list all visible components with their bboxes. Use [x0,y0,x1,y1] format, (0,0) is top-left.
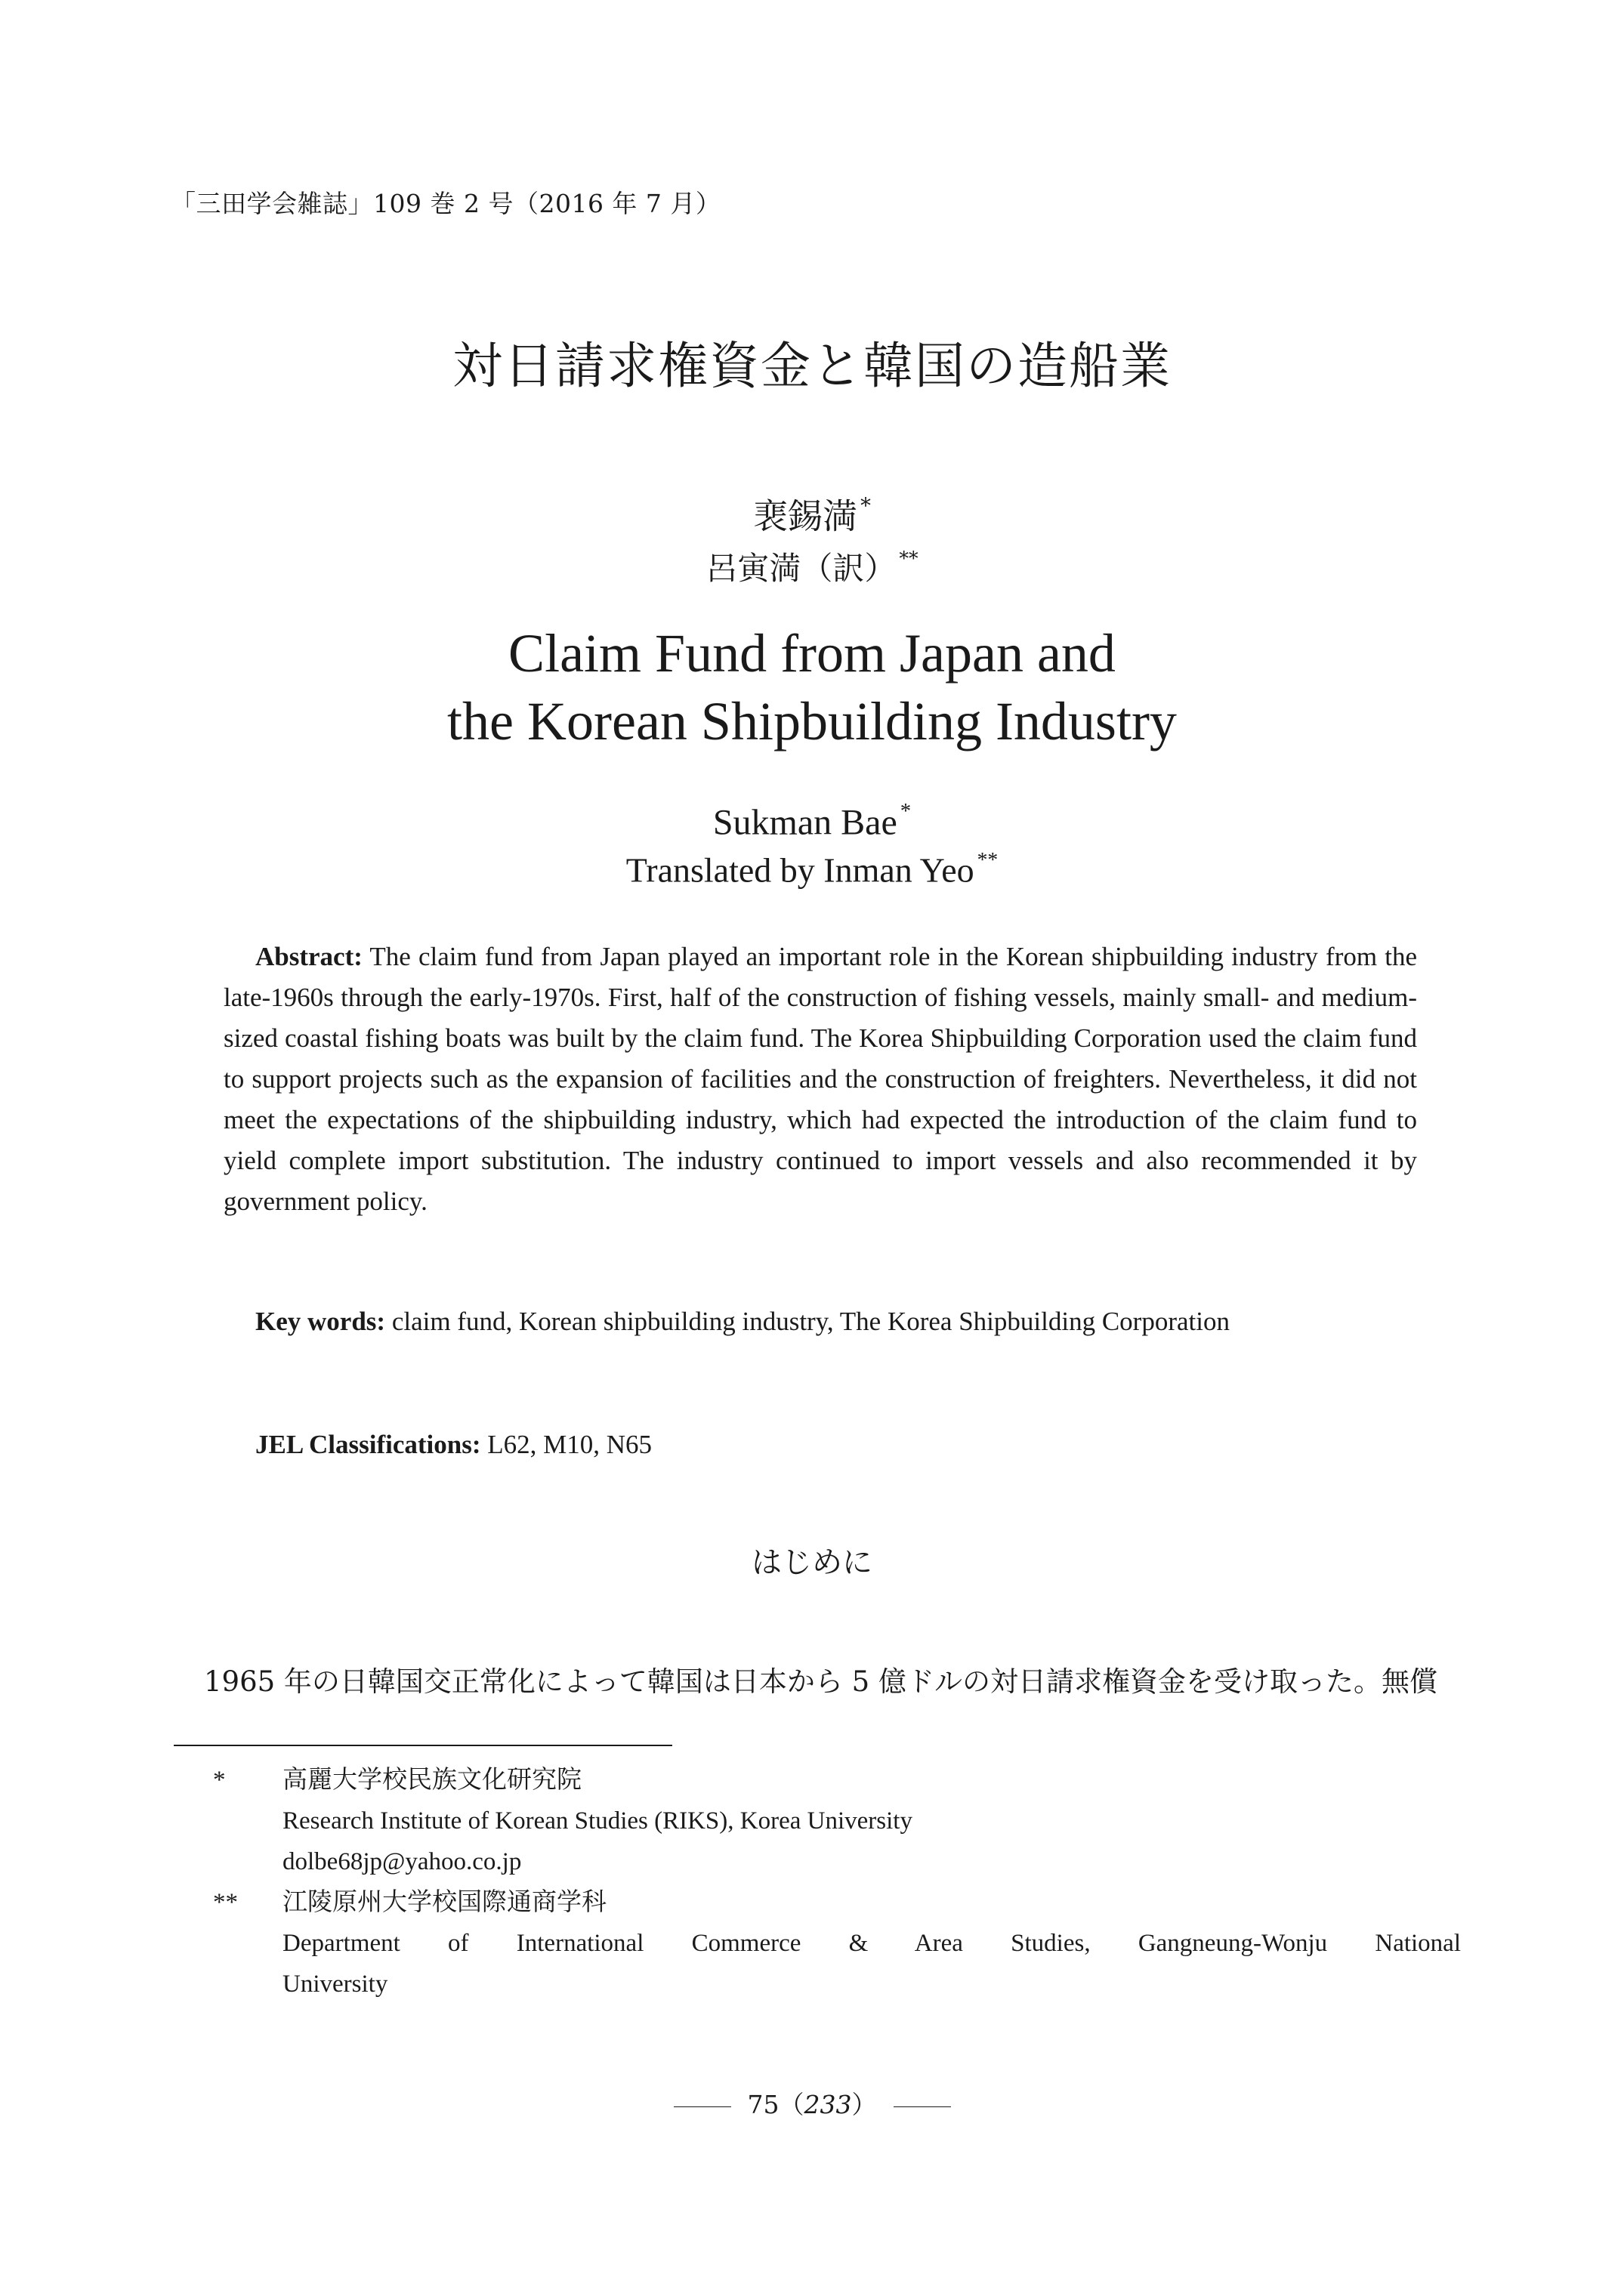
footnote-1-line-1: 高麗大学校民族文化研究院 [283,1767,582,1794]
abstract-label: Abstract: [255,942,363,971]
section-heading: はじめに [752,1545,872,1580]
footnote-1-line-2: Research Institute of Korean Studies (RIKS), Korea University [283,1807,912,1835]
page-number-dash-left [674,2106,731,2107]
translator-name-ja: 呂寅満（訳） [705,549,897,587]
footnote-mark-2: ** [213,1889,238,1916]
footnote-mark-1: * [213,1767,226,1794]
footnote-2-line-2: Department of International Commerce & Area Studies, Gangneung-Wonju National [283,1930,1461,1957]
author-name-ja: 裵錫満 [753,495,858,537]
translator-footnote-mark-ja: ** [899,548,919,569]
page-number-value: 75 [747,2090,780,2119]
body-text-line: 1965 年の日韓国交正常化によって韓国は日本から 5 億ドルの対日請求権資金を受け取った。無償 [204,1665,1437,1698]
author-footnote-mark-ja: * [860,493,871,518]
title-english-line-1: Claim Fund from Japan and [508,623,1116,684]
author-footnote-mark-en: * [900,799,912,823]
author-name-en: Sukman Bae [712,802,897,843]
abstract [224,937,1417,1222]
page-number-dash-right [894,2106,951,2107]
title-english [0,619,1624,755]
jel-text: L62, M10, N65 [487,1430,653,1459]
keywords [224,1301,1417,1342]
page-number-original: 233 [804,2090,852,2119]
author-japanese [0,483,1624,539]
footnote-2-line-1: 江陵原州大学校国際通商学科 [283,1889,607,1916]
page-number: 75（233） [0,2085,1624,2125]
journal-header: 「三田学会雑誌」109 巻 2 号（2016 年 7 月） [171,189,721,218]
keywords-text: claim fund, Korean shipbuilding industry, The Korea Shipbuilding Corporation [391,1307,1230,1336]
translator-japanese [0,538,1624,590]
footnote-2-line-3: University [283,1970,388,1998]
keywords-label: Key words: [255,1307,386,1336]
jel-classifications [224,1424,1417,1465]
abstract-text: The claim fund from Japan played an important role in the Korean shipbuilding industry from the late-1960s through the early-1970s. First, half of the construction of fishing vessels, mainly small- and medium-sized coastal fishing boats was built by the claim fund. The Korea Shipbuilding Corporation used the claim fund to support projects such as the expansion of facilities and the construction of freighters. Nevertheless, it did not meet the expectations of the shipbuilding industry, which had expected the introduction of the claim fund to yield complete import substitution. The industry continued to import vessels and also recommended it by government policy. [224,942,1417,1216]
footnote-1-line-3: dolbe68jp@yahoo.co.jp [283,1848,522,1875]
translator-footnote-mark-en: ** [977,847,999,871]
translator-english [0,837,1624,893]
title-japanese: 対日請求権資金と韓国の造船業 [452,337,1172,395]
title-english-line-2: the Korean Shipbuilding Industry [447,691,1177,751]
jel-label: JEL Classifications: [255,1430,481,1459]
translator-name-en: Translated by Inman Yeo [625,850,974,890]
footnote-rule [174,1745,672,1746]
